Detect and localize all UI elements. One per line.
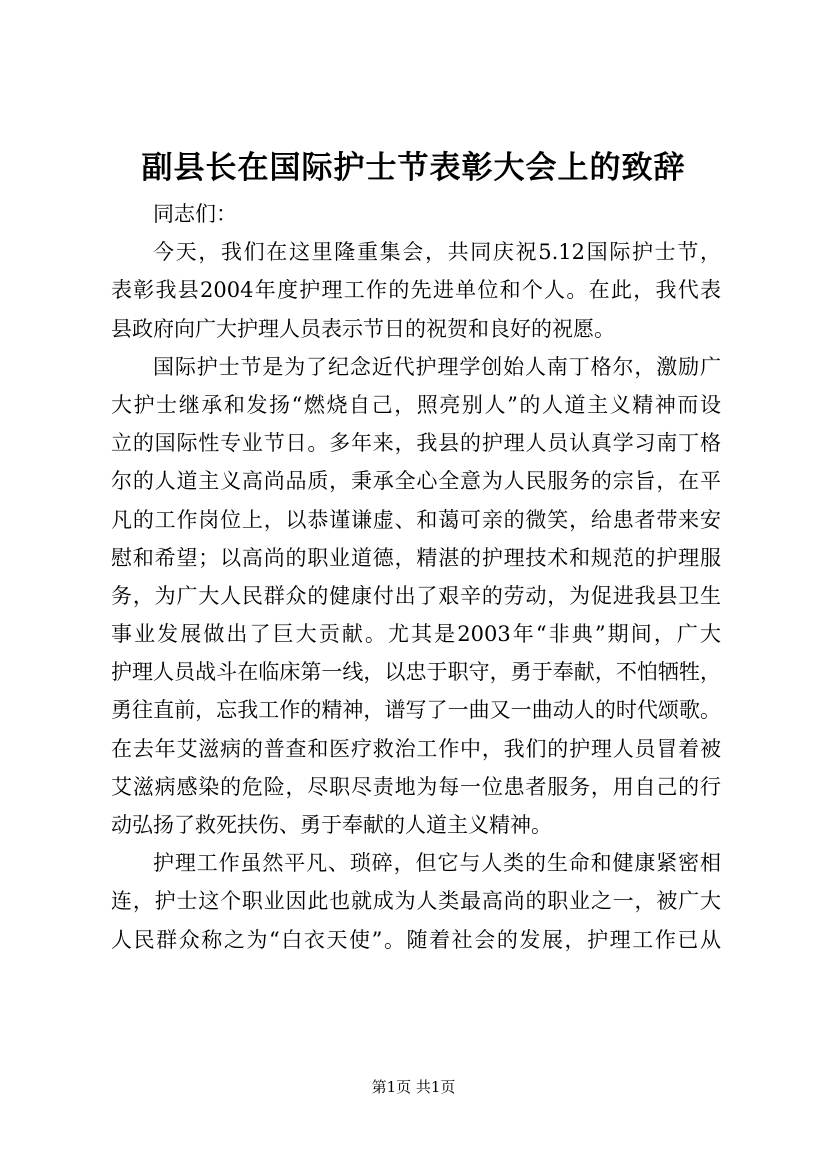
salutation-line: 同志们： [153,202,237,226]
paragraph-line: 大护士继承和发扬“燃烧自己，照亮别人”的人道主义精神而设 [111,392,721,417]
paragraph-line: 勇往直前，忘我工作的精神，谱写了一曲又一曲动人的时代颂歌。 [111,698,721,723]
paragraph-line: 护理工作虽然平凡、琐碎，但它与人类的生命和健康紧密相 [153,851,721,876]
paragraph-line: 事业发展做出了巨大贡献。尤其是2003年“非典”期间，广大 [111,622,721,647]
paragraph-line: 在去年艾滋病的普查和医疗救治工作中，我们的护理人员冒着被 [111,736,721,761]
paragraph-line: 动弘扬了救死扶伤、勇于奉献的人道主义精神。 [111,813,552,837]
paragraph-line: 慰和希望；以高尚的职业道德，精湛的护理技术和规范的护理服 [111,545,721,570]
paragraph-line: 护理人员战斗在临床第一线，以忠于职守，勇于奉献，不怕牺牲， [111,660,721,685]
document-body [111,195,721,959]
paragraph-line: 立的国际性专业节日。多年来，我县的护理人员认真学习南丁格 [111,431,721,456]
paragraph-line: 国际护士节是为了纪念近代护理学创始人南丁格尔，激励广 [153,354,721,379]
page-number-footer: 第1页 共1页 [371,1078,456,1096]
paragraph-line: 今天，我们在这里隆重集会，共同庆祝5.12国际护士节， [153,240,721,265]
paragraph-line: 连，护士这个职业因此也就成为人类最高尚的职业之一，被广大 [111,889,721,914]
paragraph-line: 人民群众称之为“白衣天使”。随着社会的发展，护理工作已从 [111,927,721,952]
paragraph-line: 表彰我县2004年度护理工作的先进单位和个人。在此，我代表 [111,278,721,303]
paragraph-line: 尔的人道主义高尚品质，秉承全心全意为人民服务的宗旨，在平 [111,469,721,494]
document-title: 副县长在国际护士节表彰大会上的致辞 [141,150,686,186]
paragraph-line: 县政府向广大护理人员表示节日的祝贺和良好的祝愿。 [111,316,615,341]
paragraph-line: 艾滋病感染的危险，尽职尽责地为每一位患者服务，用自己的行 [111,774,721,799]
paragraph-line: 务，为广大人民群众的健康付出了艰辛的劳动，为促进我县卫生 [111,583,721,608]
paragraph-line: 凡的工作岗位上，以恭谨谦虚、和蔼可亲的微笑，给患者带来安 [111,507,721,532]
